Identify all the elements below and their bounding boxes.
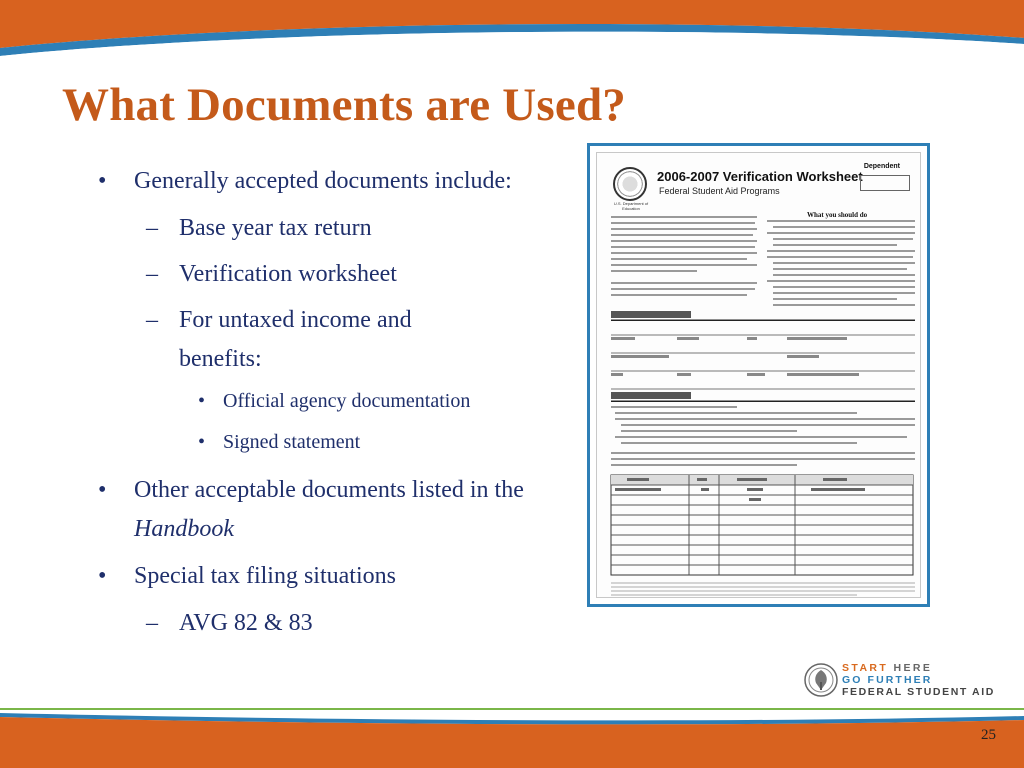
sub-bullet-untaxed-income — [94, 301, 474, 379]
worksheet-subtitle: Federal Student Aid Programs — [659, 186, 780, 196]
logo-go-further: GO FURTHER — [842, 674, 933, 686]
handbook-emphasis: Handbook — [134, 516, 234, 542]
dash-marker: – — [146, 261, 158, 287]
worksheet-page — [596, 152, 921, 598]
bullet-text: Other acceptable documents listed in the — [134, 477, 524, 503]
worksheet-type: Dependent — [863, 163, 900, 170]
bullet-special-tax — [94, 557, 564, 596]
worksheet-right-heading: What you should do — [807, 211, 868, 219]
worksheet-department: U.S. Department of Education — [613, 201, 649, 211]
bullet-marker: • — [98, 168, 107, 194]
sub-sub-bullet-text: Official agency documentation — [223, 390, 471, 412]
worksheet-title: 2006-2007 Verification Worksheet — [657, 169, 863, 184]
bottom-banner — [0, 706, 1024, 768]
sub-bullet-tax-return — [94, 209, 564, 248]
bullet-text: Generally accepted documents include: — [134, 168, 512, 194]
bullet-marker: • — [198, 390, 206, 412]
logo-federal-student-aid: FEDERAL STUDENT AID — [842, 686, 995, 698]
bullet-marker: • — [98, 563, 107, 589]
worksheet-body-lines — [597, 153, 921, 598]
bullet-text: Special tax filing situations — [134, 563, 396, 589]
sub-bullet-text: Base year tax return — [179, 215, 372, 241]
bullet-list — [94, 162, 564, 650]
dash-marker: – — [146, 215, 158, 241]
page-number: 25 — [981, 727, 996, 743]
sub-sub-bullet-text: Signed statement — [223, 431, 361, 453]
sub-bullet-verification-worksheet — [94, 255, 564, 294]
sub-bullet-text: Verification worksheet — [179, 261, 397, 287]
dash-marker: – — [146, 307, 158, 333]
bullet-generally-accepted — [94, 162, 564, 201]
sub-sub-bullet-signed-statement — [94, 427, 564, 457]
sub-bullet-text: For untaxed income and benefits: — [179, 307, 412, 372]
federal-student-aid-logo — [842, 662, 995, 698]
sub-bullet-avg — [94, 604, 564, 643]
bullet-marker: • — [198, 431, 206, 453]
bullet-other-acceptable — [94, 471, 534, 549]
top-banner — [0, 0, 1024, 62]
sub-bullet-text: AVG 82 & 83 — [179, 610, 313, 636]
federal-student-aid-seal-icon — [804, 663, 838, 697]
slide-title: What Documents are Used? — [62, 79, 626, 131]
logo-here: HERE — [893, 662, 933, 674]
dash-marker: – — [146, 610, 158, 636]
worksheet-image — [587, 143, 930, 607]
bullet-marker: • — [98, 477, 107, 503]
sub-sub-bullet-agency-documentation — [94, 386, 564, 416]
logo-start: START — [842, 662, 889, 674]
